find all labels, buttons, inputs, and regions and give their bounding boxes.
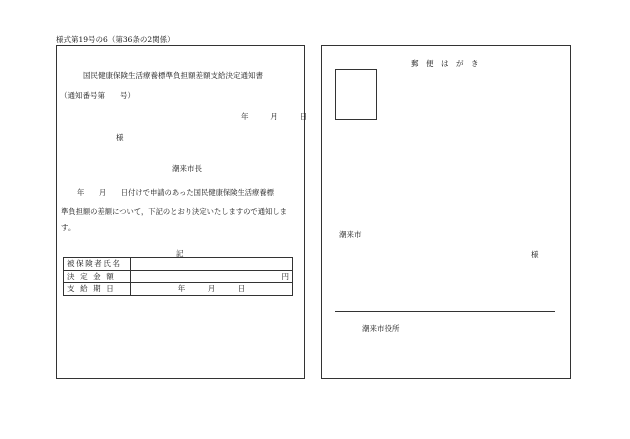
table-row xyxy=(64,258,293,271)
amount-value: 円 xyxy=(131,270,293,283)
postcard-header: 郵 便 は が き xyxy=(411,59,479,68)
addressee-suffix: 様 xyxy=(116,133,124,142)
amount-label: 決 定 金 額 xyxy=(64,270,131,283)
issuer-name: 潮来市長 xyxy=(172,164,202,173)
table-row xyxy=(64,270,293,283)
body-line-2: 準負担額の差額について，下記のとおり決定いたしますので通知しま xyxy=(61,207,287,216)
month-label: 月 xyxy=(270,112,278,121)
notice-title: 国民健康保険生活療養標準負担額差額支給決定通知書 xyxy=(83,71,263,80)
form-number: 様式第19号の6（第36条の2関係） xyxy=(56,35,175,44)
recipient-suffix: 様 xyxy=(531,250,539,259)
body-line-1: 年 月 日付けで申請のあった国民健康保険生活療養標 xyxy=(77,188,274,197)
decision-table xyxy=(63,257,293,296)
recipient-city: 潮来市 xyxy=(339,230,362,239)
ki-heading: 記 xyxy=(176,249,184,258)
insured-name-value xyxy=(131,258,293,271)
day-label: 日 xyxy=(299,112,308,121)
insured-name-label: 被保険者氏名 xyxy=(64,258,131,271)
sender-name: 潮来市役所 xyxy=(362,324,400,333)
payment-date-label: 支 給 期 日 xyxy=(64,283,131,296)
issue-date xyxy=(241,111,307,122)
divider-line xyxy=(335,311,555,312)
year-label: 年 xyxy=(241,112,249,121)
body-line-3: す。 xyxy=(61,223,76,232)
notice-number: （通知番号第 号） xyxy=(60,91,135,100)
payment-date-value: 年 月 日 xyxy=(131,283,293,296)
table-row xyxy=(64,283,293,296)
stamp-box xyxy=(335,69,377,120)
